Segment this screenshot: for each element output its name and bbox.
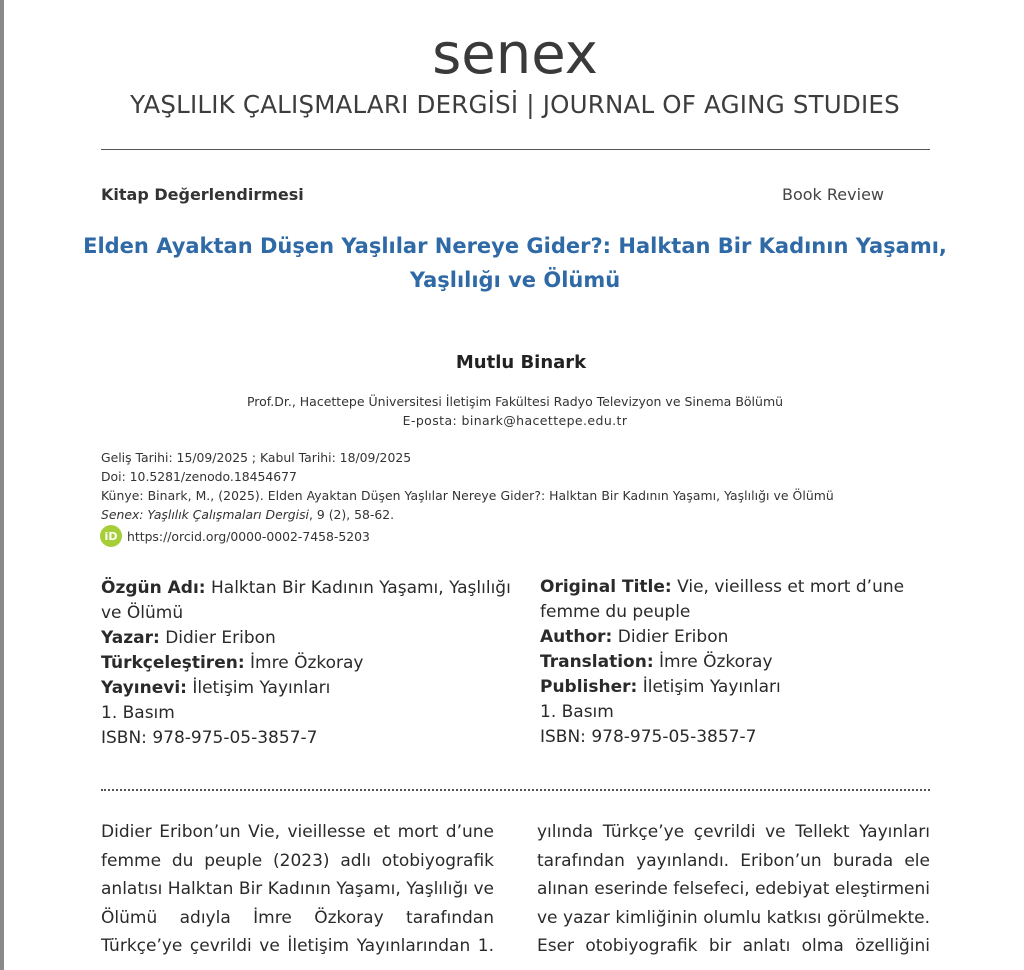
body-line: alınan eserinde felsefeci, edebiyat eleştirmeni	[537, 879, 930, 900]
article-title-line1: Elden Ayaktan Düşen Yaşlılar Nereye Gider?: Halktan Bir Kadının Yaşamı,	[83, 234, 947, 258]
body-line: Ölümü adıyla İmre Özkoray tarafından	[101, 907, 494, 928]
body-column-left	[101, 818, 494, 961]
book-author-value-en: Didier Eribon	[617, 627, 729, 647]
body-line: Türkçe’ye çevrildi ve İletişim Yayınlarından 1.	[101, 936, 494, 957]
book-edition: 1. Basım	[101, 703, 175, 723]
book-author-row	[101, 626, 521, 651]
section-divider	[101, 789, 930, 791]
book-title-row	[101, 576, 521, 626]
book-publisher-label-en: Publisher:	[540, 677, 638, 697]
citation-volume: , 9 (2), 58-62.	[309, 507, 395, 522]
body-line: tarafından yayınlandı. Eribon’un burada ele	[537, 850, 930, 871]
body-line: Didier Eribon’un Vie, vieillesse et mort d’une	[101, 822, 494, 842]
book-translator-value-en: İmre Özkoray	[659, 652, 773, 672]
journal-logo: senex	[432, 22, 598, 87]
book-translator-row	[101, 651, 521, 676]
author-affiliation: Prof.Dr., Hacettepe Üniversitesi İletişim Fakültesi Radyo Televizyon ve Sinema Bölümü	[246, 394, 784, 409]
body-line: ve yazar kimliğinin olumlu katkısı görülmekte.	[537, 907, 930, 928]
orcid-icon: iD	[100, 525, 122, 547]
author-name: Mutlu Binark	[455, 352, 587, 373]
submission-dates: Geliş Tarihi: 15/09/2025 ; Kabul Tarihi: 18/09/2025	[101, 450, 412, 465]
book-title-row-en	[540, 575, 935, 625]
book-title-value: Halktan Bir Kadının Yaşamı, Yaşlılığı ve Ölümü	[101, 578, 511, 623]
book-title-value-en: Vie, vieilless et mort d’une femme du peuple	[540, 577, 905, 622]
citation: Künye: Binark, M., (2025). Elden Ayaktan Düşen Yaşlılar Nereye Gider?: Halktan Bir Kadının Yaşamı, Yaşlılığı ve Ölümü	[101, 488, 834, 503]
book-publisher-label: Yayınevi:	[101, 678, 187, 698]
journal-name: YAŞLILIK ÇALIŞMALARI DERGİSİ | JOURNAL OF AGING STUDIES	[130, 90, 900, 119]
book-info-tr	[101, 576, 521, 751]
book-isbn: ISBN: 978-975-05-3857-7	[101, 728, 318, 748]
book-translator-row-en	[540, 650, 935, 675]
body-line: yılında Türkçe’ye çevrildi ve Tellekt Yayınları	[537, 822, 930, 842]
article-title-line2: Yaşlılığı ve Ölümü	[409, 268, 621, 292]
book-author-label: Yazar:	[101, 628, 160, 648]
book-info-en	[540, 575, 935, 750]
book-publisher-value: İletişim Yayınları	[192, 678, 331, 698]
category-tr: Kitap Değerlendirmesi	[101, 185, 304, 204]
book-author-value: Didier Eribon	[165, 628, 276, 648]
doi[interactable]: Doi: 10.5281/zenodo.18454677	[101, 469, 297, 484]
citation-journal-name: Senex: Yaşlılık Çalışmaları Dergisi	[101, 507, 309, 522]
orcid-link[interactable]: https://orcid.org/0000-0002-7458-5203	[127, 528, 370, 544]
body-line: anlatısı Halktan Bir Kadının Yaşamı, Yaşlılığı ve	[101, 879, 494, 900]
book-author-label-en: Author:	[540, 627, 613, 647]
book-edition-en: 1. Basım	[540, 702, 614, 722]
book-title-label-en: Original Title:	[540, 577, 672, 597]
citation-journal	[101, 507, 394, 522]
book-author-row-en	[540, 625, 935, 650]
book-publisher-row-en	[540, 675, 935, 700]
book-publisher-row	[101, 676, 521, 701]
orcid-row[interactable]	[100, 525, 370, 547]
book-translator-label-en: Translation:	[540, 652, 654, 672]
body-line: femme du peuple (2023) adlı otobiyografik	[101, 850, 494, 871]
book-title-label: Özgün Adı:	[101, 578, 206, 598]
book-publisher-value-en: İletişim Yayınları	[642, 677, 781, 697]
header-rule	[101, 149, 930, 150]
author-email[interactable]: E-posta: binark@hacettepe.edu.tr	[402, 413, 628, 428]
book-translator-value: İmre Özkoray	[250, 653, 364, 673]
book-isbn-en: ISBN: 978-975-05-3857-7	[540, 727, 757, 747]
page-edge	[0, 0, 4, 970]
book-translator-label: Türkçeleştiren:	[101, 653, 245, 673]
body-line: Eser otobiyografik bir anlatı olma özelliğini	[537, 936, 930, 957]
body-column-right	[537, 818, 930, 961]
category-en: Book Review	[782, 185, 884, 204]
